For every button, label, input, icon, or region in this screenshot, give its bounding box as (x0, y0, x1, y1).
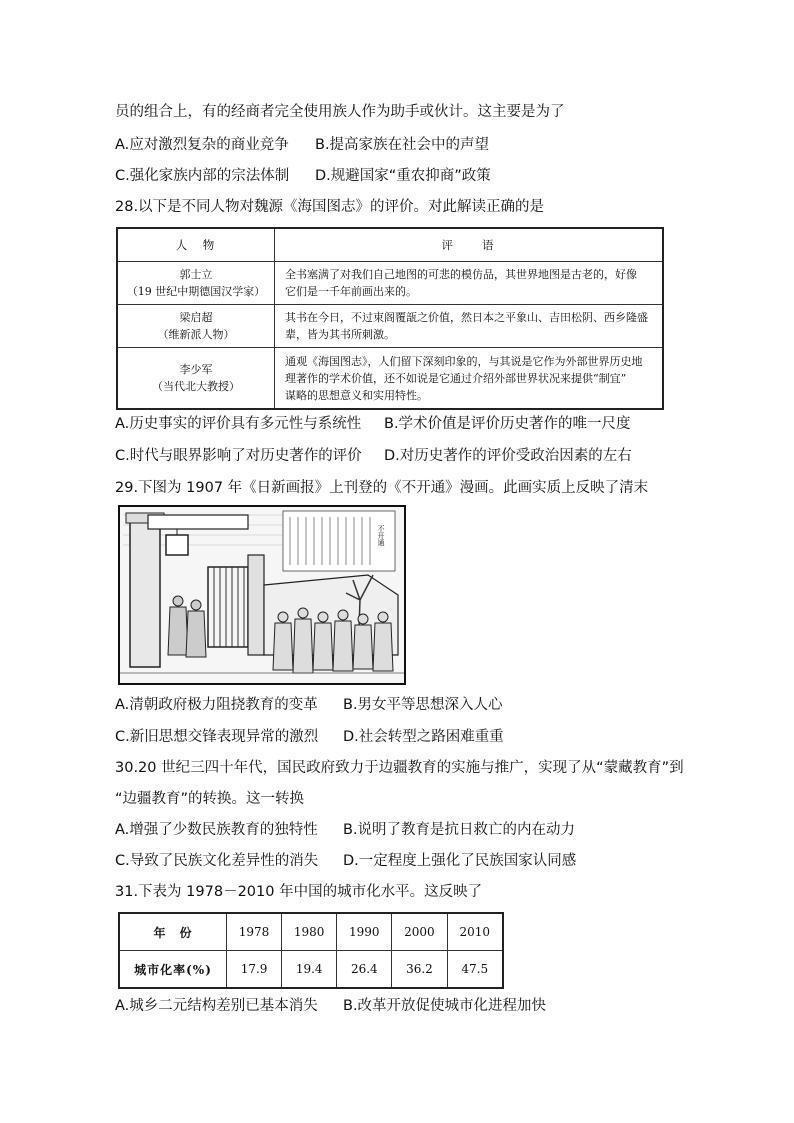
cartoon-image (118, 505, 406, 685)
q27-option-a: A.应对激烈复杂的商业竞争 (115, 137, 289, 153)
q29-option-b: B.男女平等思想深入人心 (343, 697, 503, 713)
q28-person-cell (117, 262, 275, 305)
q28-comment-line: 它们是一千年前画出来的。 (285, 285, 417, 298)
q28-header-comment: 评 语 (275, 228, 664, 262)
table-row (117, 262, 663, 305)
q31-rate-cell: 47.5 (447, 951, 503, 989)
q28-stem: 28.以下是不同人物对魏源《海国图志》的评价。对此解读正确的是 (115, 199, 545, 215)
q28-option-b: B.学术价值是评价历史著作的唯一尺度 (384, 416, 631, 432)
q30-option-c: C.导致了民族文化差异性的消失 (115, 853, 319, 869)
table-row (119, 951, 503, 989)
q28-comment-cell (275, 262, 664, 305)
q27-option-d: D.规避国家“重农抑商”政策 (315, 168, 491, 184)
q28-person-cell (117, 348, 275, 410)
q31-year-cell: 2010 (447, 913, 503, 951)
table-row (117, 348, 663, 410)
q28-person-name: 梁启超 (179, 311, 213, 324)
q31-rate-cell: 26.4 (337, 951, 392, 989)
q28-person-cell (117, 305, 275, 348)
q30-option-b: B.说明了教育是抗日救亡的内在动力 (343, 822, 576, 838)
q28-person-role: （19 世纪中期德国汉学家） (126, 285, 266, 298)
table-row (119, 913, 503, 951)
q31-option-a: A.城乡二元结构差别已基本消失 (115, 998, 318, 1014)
q31-option-b: B.改革开放促使城市化进程加快 (343, 998, 547, 1014)
q28-comment-line: 全书塞满了对我们自己地图的可悲的模仿品，其世界地图是古老的，好像 (285, 268, 637, 281)
q30-stem-line-2: “边疆教育”的转换。这一转换 (115, 791, 305, 807)
cartoon-title: 不开通 (377, 525, 385, 546)
q28-option-a: A.历史事实的评价具有多元性与系统性 (115, 416, 362, 432)
q29-stem: 29.下图为 1907 年《日新画报》上刊登的《不开通》漫画。此画实质上反映了清末 (115, 480, 649, 496)
q28-person-role: （维新派人物） (157, 328, 235, 341)
q31-rate-cell: 17.9 (227, 951, 282, 989)
q31-year-cell: 2000 (392, 913, 447, 951)
q27-option-c: C.强化家族内部的宗法体制 (115, 168, 290, 184)
q29-option-a: A.清朝政府极力阻挠教育的变革 (115, 697, 318, 713)
q28-table (116, 227, 664, 410)
q28-person-name: 李少军 (179, 363, 213, 376)
q28-comment-line: 通观《海国图志》，人们留下深刻印象的，与其说是它作为外部世界历史地 (285, 354, 643, 368)
q31-year-cell: 1990 (337, 913, 392, 951)
q27-option-b: B.提高家族在社会中的声望 (315, 137, 490, 153)
table-row (117, 305, 663, 348)
q28-comment-line: 其书在今日，不过束阁覆瓿之价值，然日本之平象山、吉田松阴、西乡隆盛 (285, 311, 648, 324)
q28-option-c: C.时代与眼界影响了对历史著作的评价 (115, 448, 362, 464)
q28-person-role: （当代北大教授） (152, 380, 240, 393)
q31-table (118, 912, 504, 989)
q31-year-cell: 1978 (227, 913, 282, 951)
q31-rate-label: 城市化率(%) (119, 951, 227, 989)
q28-person-name: 郭士立 (179, 268, 213, 281)
q30-option-a: A.增强了少数民族教育的独特性 (115, 822, 318, 838)
q30-option-d: D.一定程度上强化了民族国家认同感 (343, 853, 577, 869)
q28-comment-line: 谋略的思想意义和实用特性。 (285, 388, 428, 402)
q31-year-label: 年 份 (119, 913, 227, 951)
q28-comment-cell (275, 305, 664, 348)
q28-header-person: 人 物 (117, 228, 275, 262)
q30-stem-line-1: 30.20 世纪三四十年代，国民政府致力于边疆教育的实施与推广，实现了从“蒙藏教育”到 (115, 760, 684, 776)
q29-option-d: D.社会转型之路困难重重 (343, 729, 504, 745)
q27-stem-tail: 员的组合上，有的经商者完全使用族人作为助手或伙计。这主要是为了 (115, 104, 565, 120)
q31-rate-cell: 36.2 (392, 951, 447, 989)
q31-rate-cell: 19.4 (282, 951, 337, 989)
q28-comment-line: 辈，皆为其书所刺激。 (285, 328, 395, 341)
q28-comment-line: 理著作的学术价值，还不如说是它通过介绍外部世界状况来提供“制宜” (285, 371, 627, 385)
q31-year-cell: 1980 (282, 913, 337, 951)
q28-comment-cell (275, 348, 664, 410)
q31-stem: 31.下表为 1978－2010 年中国的城市化水平。这反映了 (115, 884, 483, 900)
q28-table-header (117, 228, 663, 262)
q28-option-d: D.对历史著作的评价受政治因素的左右 (384, 448, 632, 464)
q29-option-c: C.新旧思想交锋表现异常的激烈 (115, 729, 319, 745)
